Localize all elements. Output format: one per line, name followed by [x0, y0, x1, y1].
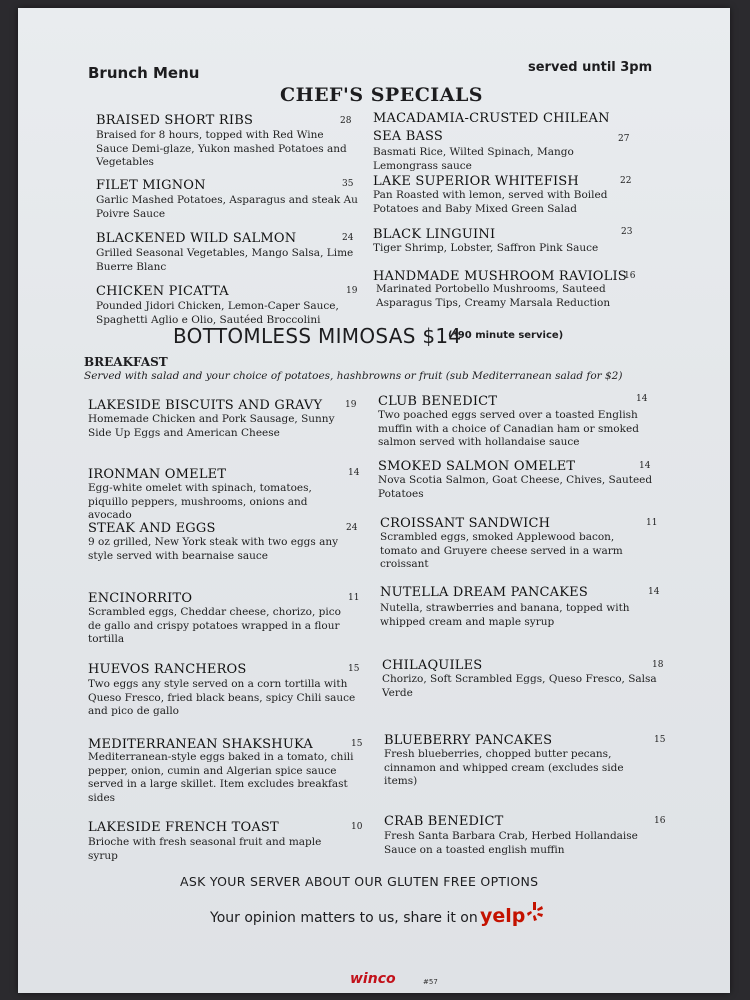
menu-item-description: Brioche with fresh seasonal fruit and maple syrup	[88, 836, 322, 862]
menu-item-price: 24	[346, 523, 358, 533]
menu-item-price: 16	[654, 816, 666, 826]
menu-item-name: LAKESIDE BISCUITS AND GRAVY	[88, 398, 323, 413]
menu-item-price: 15	[351, 739, 363, 749]
menu-item-price: 14	[648, 587, 660, 597]
winco-logo: winco	[350, 971, 396, 987]
menu-item-price: 19	[345, 400, 357, 410]
menu-item-price: 28	[340, 116, 352, 126]
review-prompt: Your opinion matters to us, share it on	[210, 910, 478, 926]
bottomless-mimosas-heading: BOTTOMLESS MIMOSAS $14	[173, 324, 462, 348]
menu-item-price: 18	[652, 660, 664, 670]
menu-item-description: Marinated Portobello Mushrooms, Sauteed Asparagus Tips, Creamy Marsala Reduction	[376, 283, 611, 309]
menu-item-description: Scrambled eggs, Cheddar cheese, chorizo, pico de gallo and crispy potatoes wrapped in a flour tortilla	[88, 606, 341, 645]
menu-item-description: Grilled Seasonal Vegetables, Mango Salsa, Lime Buerre Blanc	[96, 247, 354, 273]
menu-item-price: 15	[348, 664, 360, 674]
menu-item-description: Braised for 8 hours, topped with Red Wine Sauce Demi-glaze, Yukon mashed Potatoes and Vegetables	[96, 129, 347, 168]
menu-item-description: Mediterranean-style eggs baked in a tomato, chili pepper, onion, cumin and Algerian spice sauce served in a large skillet. Item excludes breakfast sides	[88, 751, 354, 804]
menu-item-description: Nova Scotia Salmon, Goat Cheese, Chives, Sauteed Potatoes	[378, 474, 653, 500]
chef-specials-heading: CHEF'S SPECIALS	[280, 84, 484, 106]
menu-item-description: Homemade Chicken and Pork Sausage, Sunny Side Up Eggs and American Cheese	[88, 413, 335, 439]
menu-item-description: Chorizo, Soft Scrambled Eggs, Queso Fresco, Salsa Verde	[382, 673, 657, 699]
menu-item-name: CRAB BENEDICT	[384, 814, 504, 829]
menu-item-description: Fresh Santa Barbara Crab, Herbed Hollandaise Sauce on a toasted english muffin	[384, 830, 638, 856]
menu-item-name: HUEVOS RANCHEROS	[88, 662, 247, 677]
menu-item-name: BRAISED SHORT RIBS	[96, 113, 254, 128]
menu-item-name: LAKE SUPERIOR WHITEFISH	[373, 174, 579, 189]
menu-item-description: Pounded Jidori Chicken, Lemon-Caper Sauce, Spaghetti Aglio e Olio, Sautéed Broccolini	[96, 300, 339, 326]
menu-item-description: Tiger Shrimp, Lobster, Saffron Pink Sauce	[373, 242, 599, 254]
menu-item-name: CROISSANT SANDWICH	[380, 516, 551, 531]
menu-item-price: 19	[346, 286, 358, 296]
menu-item-name: MEDITERRANEAN SHAKSHUKA	[88, 737, 313, 752]
menu-item-name: FILET MIGNON	[96, 178, 206, 193]
menu-item-name: IRONMAN OMELET	[88, 467, 227, 482]
menu-item-description: Nutella, strawberries and banana, topped with whipped cream and maple syrup	[380, 602, 630, 628]
menu-item-name: CHILAQUILES	[382, 658, 483, 673]
menu-item-name: STEAK AND EGGS	[88, 521, 216, 536]
menu-item-price: 14	[348, 468, 360, 478]
menu-item-price: 22	[620, 176, 632, 186]
menu-item-price: 11	[348, 593, 360, 603]
menu-item-price: 23	[621, 227, 633, 237]
menu-item-name: SMOKED SALMON OMELET	[378, 459, 576, 474]
menu-item-description: Garlic Mashed Potatoes, Asparagus and steak Au Poivre Sauce	[96, 194, 358, 220]
menu-item-description: Scrambled eggs, smoked Applewood bacon, tomato and Gruyere cheese served in a warm croissant	[380, 531, 623, 570]
mimosas-note: (*90 minute service)	[448, 330, 564, 341]
menu-item-name: LAKESIDE FRENCH TOAST	[88, 820, 279, 835]
menu-item-name: MACADAMIA-CRUSTED CHILEAN SEA BASS	[373, 111, 610, 144]
service-hours: served until 3pm	[528, 60, 653, 75]
menu-item-name: HANDMADE MUSHROOM RAVIOLIS	[373, 269, 627, 284]
menu-item-description: 9 oz grilled, New York steak with two eggs any style served with bearnaise sauce	[88, 536, 339, 562]
yelp-burst-icon	[526, 901, 544, 927]
menu-item-name: BLACK LINGUINI	[373, 227, 496, 242]
menu-item-name: BLACKENED WILD SALMON	[96, 231, 297, 246]
menu-item-name: ENCINORRITO	[88, 591, 193, 606]
yelp-logo: yelp	[480, 905, 526, 927]
menu-item-price: 24	[342, 233, 354, 243]
menu-item-description: Two eggs any style served on a corn tortilla with Queso Fresco, fried black beans, spicy Chili sauce and pico de gallo	[88, 678, 356, 717]
menu-item-price: 11	[646, 518, 658, 528]
menu-item-price: 27	[618, 134, 630, 144]
menu-item-description: Basmati Rice, Wilted Spinach, Mango Lemongrass sauce	[373, 146, 574, 172]
menu-item-price: 15	[654, 735, 666, 745]
menu-item-price: 35	[342, 179, 354, 189]
breakfast-subtitle: Served with salad and your choice of potatoes, hashbrowns or fruit (sub Mediterranean salad for $2)	[84, 370, 623, 382]
menu-item-name: CLUB BENEDICT	[378, 394, 498, 409]
menu-item-name: CHICKEN PICATTA	[96, 284, 229, 299]
menu-item-description: Fresh blueberries, chopped butter pecans, cinnamon and whipped cream (excludes side items)	[384, 748, 624, 787]
menu-item-price: 14	[636, 394, 648, 404]
menu-item-price: 10	[351, 822, 363, 832]
gluten-free-note: ASK YOUR SERVER ABOUT OUR GLUTEN FREE OPTIONS	[180, 874, 539, 889]
menu-title: Brunch Menu	[88, 64, 200, 82]
menu-item-description: Egg-white omelet with spinach, tomatoes, piquillo peppers, mushrooms, onions and avocado	[88, 482, 312, 521]
menu-item-description: Two poached eggs served over a toasted English muffin with a choice of Canadian ham or smoked salmon served with hollandaise sauce	[378, 409, 639, 448]
winco-store-number: #57	[423, 978, 438, 986]
menu-item-name: BLUEBERRY PANCAKES	[384, 733, 553, 748]
menu-item-description: Pan Roasted with lemon, served with Boiled Potatoes and Baby Mixed Green Salad	[373, 189, 608, 215]
menu-item-price: 14	[639, 461, 651, 471]
menu-item-price: 16	[624, 271, 636, 281]
menu-sheet	[18, 8, 730, 993]
menu-item-name: NUTELLA DREAM PANCAKES	[380, 585, 588, 600]
breakfast-heading: BREAKFAST	[84, 355, 168, 369]
